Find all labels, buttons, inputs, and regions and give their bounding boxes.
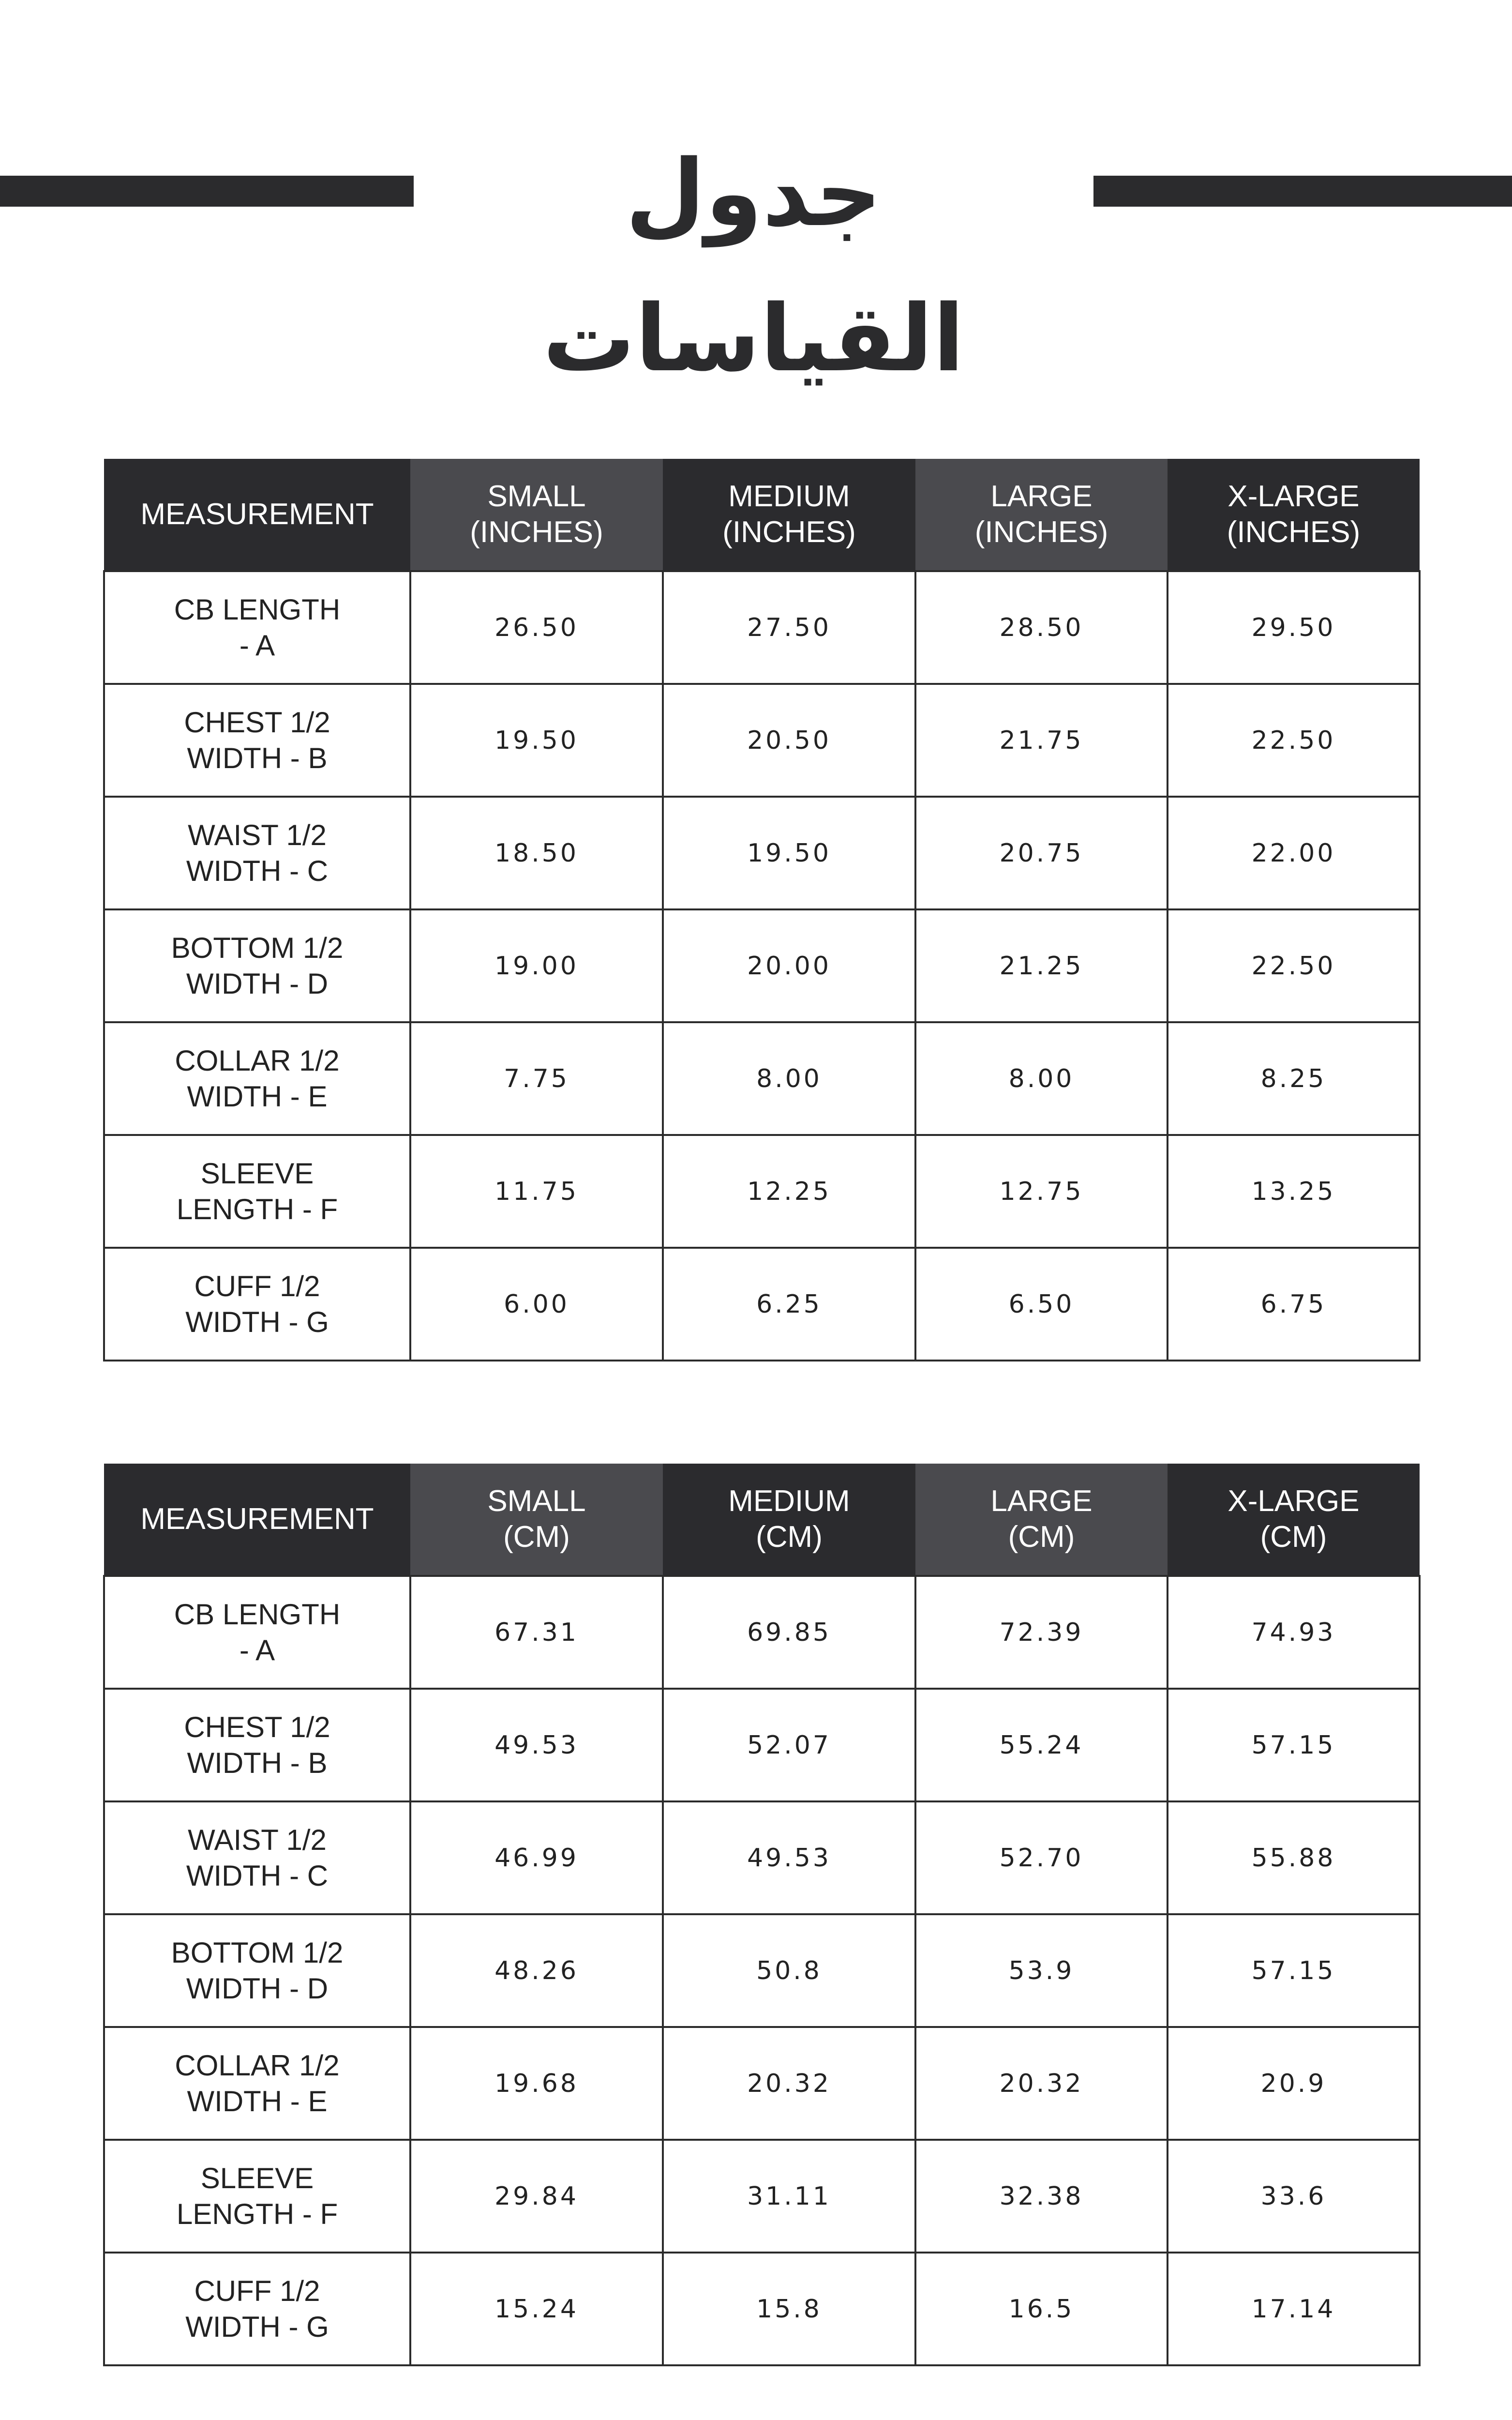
size-table-cm [103, 1464, 1421, 2366]
cell-large: 8.00 [915, 1022, 1168, 1135]
cell-large: 53.9 [915, 1914, 1168, 2027]
cell-small: 15.24 [410, 2253, 663, 2365]
cell-large: 20.75 [915, 797, 1168, 909]
table-row [104, 1576, 1420, 1689]
row-label: CB LENGTH - A [104, 1576, 410, 1689]
cell-small: 67.31 [410, 1576, 663, 1689]
cell-large: 21.75 [915, 684, 1168, 797]
cell-xlarge: 13.25 [1168, 1135, 1420, 1248]
table-row [104, 1135, 1420, 1248]
cell-small: 19.50 [410, 684, 663, 797]
cell-medium: 49.53 [663, 1801, 915, 1914]
header-measurement: MEASUREMENT [104, 459, 410, 571]
cell-large: 72.39 [915, 1576, 1168, 1689]
cell-small: 6.00 [410, 1248, 663, 1361]
row-label: WAIST 1/2 WIDTH - C [104, 1801, 410, 1914]
cell-xlarge: 55.88 [1168, 1801, 1420, 1914]
cell-small: 46.99 [410, 1801, 663, 1914]
cell-small: 19.00 [410, 909, 663, 1022]
cell-xlarge: 8.25 [1168, 1022, 1420, 1135]
cell-xlarge: 33.6 [1168, 2140, 1420, 2253]
table-row [104, 2253, 1420, 2365]
cell-medium: 19.50 [663, 797, 915, 909]
cell-small: 49.53 [410, 1689, 663, 1801]
cell-small: 48.26 [410, 1914, 663, 2027]
cell-medium: 12.25 [663, 1135, 915, 1248]
table-header-row [104, 1464, 1420, 1576]
table-row [104, 1248, 1420, 1361]
table-row [104, 1022, 1420, 1135]
cell-medium: 20.00 [663, 909, 915, 1022]
row-label: SLEEVE LENGTH - F [104, 1135, 410, 1248]
cell-large: 20.32 [915, 2027, 1168, 2140]
row-label: CHEST 1/2 WIDTH - B [104, 1689, 410, 1801]
table-row [104, 1914, 1420, 2027]
cell-xlarge: 57.15 [1168, 1914, 1420, 2027]
table-row [104, 684, 1420, 797]
cell-small: 29.84 [410, 2140, 663, 2253]
table-row [104, 1689, 1420, 1801]
cell-small: 11.75 [410, 1135, 663, 1248]
row-label: WAIST 1/2 WIDTH - C [104, 797, 410, 909]
header-xlarge: X-LARGE (CM) [1168, 1464, 1420, 1576]
cell-medium: 8.00 [663, 1022, 915, 1135]
cell-medium: 20.32 [663, 2027, 915, 2140]
table-row [104, 2027, 1420, 2140]
title-rule-left [0, 176, 414, 207]
header-measurement: MEASUREMENT [104, 1464, 410, 1576]
header-small: SMALL (INCHES) [410, 459, 663, 571]
cell-xlarge: 6.75 [1168, 1248, 1420, 1361]
table-row [104, 1801, 1420, 1914]
cell-medium: 27.50 [663, 571, 915, 684]
cell-medium: 69.85 [663, 1576, 915, 1689]
cell-xlarge: 29.50 [1168, 571, 1420, 684]
row-label: CB LENGTH - A [104, 571, 410, 684]
cell-xlarge: 22.00 [1168, 797, 1420, 909]
page-title: جدول القياسات [542, 140, 965, 392]
table-row [104, 571, 1420, 684]
table-row [104, 909, 1420, 1022]
table-row [104, 2140, 1420, 2253]
cell-small: 26.50 [410, 571, 663, 684]
header-medium: MEDIUM (CM) [663, 1464, 915, 1576]
row-label: CUFF 1/2 WIDTH - G [104, 2253, 410, 2365]
cell-medium: 6.25 [663, 1248, 915, 1361]
cell-medium: 52.07 [663, 1689, 915, 1801]
header-medium: MEDIUM (INCHES) [663, 459, 915, 571]
cell-large: 21.25 [915, 909, 1168, 1022]
row-label: COLLAR 1/2 WIDTH - E [104, 2027, 410, 2140]
cell-xlarge: 22.50 [1168, 909, 1420, 1022]
cell-xlarge: 20.9 [1168, 2027, 1420, 2140]
table-header-row [104, 459, 1420, 571]
header-small: SMALL (CM) [410, 1464, 663, 1576]
cell-xlarge: 74.93 [1168, 1576, 1420, 1689]
cell-large: 52.70 [915, 1801, 1168, 1914]
cell-large: 12.75 [915, 1135, 1168, 1248]
cell-small: 7.75 [410, 1022, 663, 1135]
cell-large: 28.50 [915, 571, 1168, 684]
row-label: SLEEVE LENGTH - F [104, 2140, 410, 2253]
cell-large: 6.50 [915, 1248, 1168, 1361]
cell-large: 32.38 [915, 2140, 1168, 2253]
size-table-inches [103, 459, 1421, 1361]
title-rule-right [1093, 176, 1512, 207]
cell-large: 16.5 [915, 2253, 1168, 2365]
table-row [104, 797, 1420, 909]
cell-small: 19.68 [410, 2027, 663, 2140]
cell-medium: 50.8 [663, 1914, 915, 2027]
cell-xlarge: 17.14 [1168, 2253, 1420, 2365]
row-label: CUFF 1/2 WIDTH - G [104, 1248, 410, 1361]
row-label: BOTTOM 1/2 WIDTH - D [104, 909, 410, 1022]
cell-xlarge: 22.50 [1168, 684, 1420, 797]
cell-medium: 15.8 [663, 2253, 915, 2365]
header-large: LARGE (INCHES) [915, 459, 1168, 571]
row-label: CHEST 1/2 WIDTH - B [104, 684, 410, 797]
cell-large: 55.24 [915, 1689, 1168, 1801]
cell-medium: 20.50 [663, 684, 915, 797]
row-label: COLLAR 1/2 WIDTH - E [104, 1022, 410, 1135]
cell-small: 18.50 [410, 797, 663, 909]
cell-medium: 31.11 [663, 2140, 915, 2253]
header-xlarge: X-LARGE (INCHES) [1168, 459, 1420, 571]
header-large: LARGE (CM) [915, 1464, 1168, 1576]
row-label: BOTTOM 1/2 WIDTH - D [104, 1914, 410, 2027]
cell-xlarge: 57.15 [1168, 1689, 1420, 1801]
